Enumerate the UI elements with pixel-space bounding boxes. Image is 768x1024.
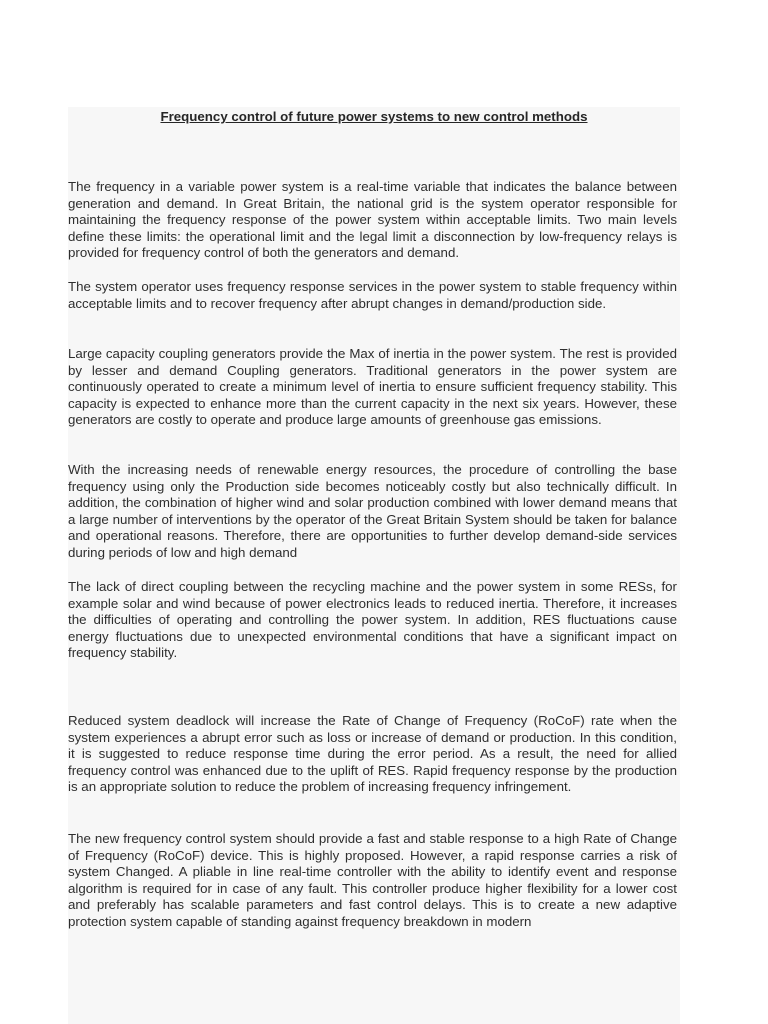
paragraph-3: Large capacity coupling generators provide the Max of inertia in the power system. The rest is provided by lesser and demand Coupling generators. Traditional generators in the power system are continuously operated to create a minimum level of inertia to ensure sufficient frequency stability. This capacity is expected to enhance more than the current capacity in the next six years. However, these generators are costly to operate and produce large amounts of greenhouse gas emissions. <box>68 346 677 428</box>
paragraph-2: The system operator uses frequency response services in the power system to stable frequency within acceptable limits and to recover frequency after abrupt changes in demand/production side. <box>68 279 677 311</box>
paragraph-1: The frequency in a variable power system is a real-time variable that indicates the balance between generation and demand. In Great Britain, the national grid is the system operator responsible for maintaining the frequency response of the power system within acceptable limits. Two main levels define these limits: the operational limit and the legal limit a disconnection by low-frequency relays is provided for frequency control of both the generators and demand. <box>68 179 677 261</box>
paragraph-5: The lack of direct coupling between the recycling machine and the power system in some RESs, for example solar and wind because of power electronics leads to reduced inertia. Therefore, it increases the difficulties of operating and controlling the power system. In addition, RES fluctuations cause energy fluctuations due to unexpected environmental conditions that have a significant impact on frequency stability. <box>68 579 677 661</box>
document-title: Frequency control of future power systems to new control methods <box>160 109 588 124</box>
paragraph-7: The new frequency control system should provide a fast and stable response to a high Rate of Change of Frequency (RoCoF) device. This is highly proposed. However, a rapid response carries a risk of system Changed. A pliable in line real-time controller with the ability to identify event and response algorithm is required for in case of any fault. This controller produce higher flexibility for a lower cost and preferably has scalable parameters and fast control delays. This is to create a new adaptive protection system capable of standing against frequency breakdown in modern <box>68 831 677 929</box>
paragraph-6: Reduced system deadlock will increase the Rate of Change of Frequency (RoCoF) rate when the system experiences a abrupt error such as loss or increase of demand or production. In this condition, it is suggested to reduce response time during the error period. As a result, the need for allied frequency control was enhanced due to the uplift of RES. Rapid frequency response by the production is an appropriate solution to reduce the problem of increasing frequency infringement. <box>68 713 677 795</box>
paragraph-4: With the increasing needs of renewable energy resources, the procedure of controlling the base frequency using only the Production side becomes noticeably costly but also technically difficult. In addition, the combination of higher wind and solar production combined with lower demand means that a large number of interventions by the operator of the Great Britain System should be taken for balance and operational reasons. Therefore, there are opportunities to further develop demand-side services during periods of low and high demand <box>68 462 677 560</box>
